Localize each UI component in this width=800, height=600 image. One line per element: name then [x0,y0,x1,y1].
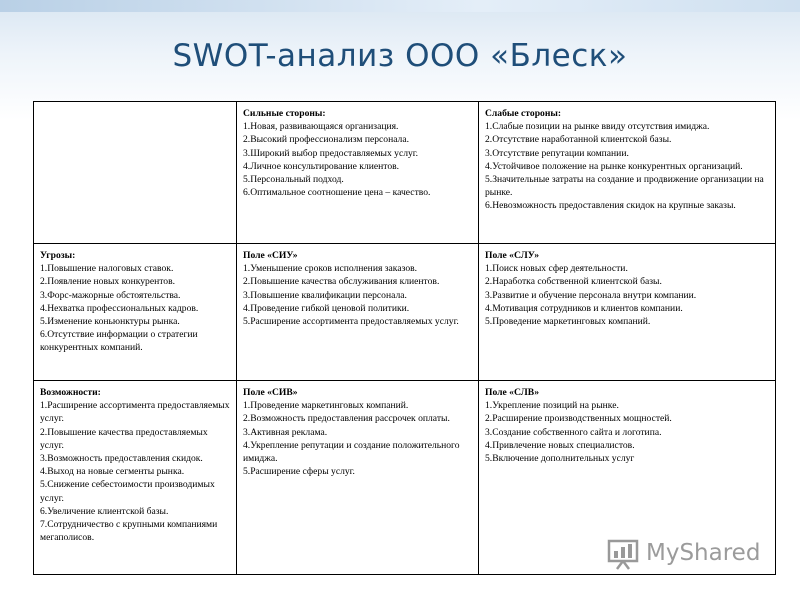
weaknesses-cell [479,102,776,244]
list-item: 3.Создание собственного сайта и логотипа. [485,426,662,438]
swot-row-threats [34,244,776,381]
field-slu-cell [479,244,776,381]
list-item: 5.Снижение себестоимости производимых услуг. [40,479,215,504]
top-decoration-band [0,0,800,12]
list-item: 3.Отсутствие репутации компании. [485,147,629,159]
list-item: 3.Форс-мажорные обстоятельства. [40,289,181,301]
field-siu-cell [237,244,479,381]
threats-cell [34,244,237,381]
watermark-text: MyShared [646,540,761,566]
list-item: 5.Персональный подход. [243,174,344,186]
empty-corner-cell [34,102,237,244]
opportunities-list [40,399,230,544]
weaknesses-title: Слабые стороны: [485,108,562,119]
field-slv-list [485,399,769,465]
list-item: 1.Расширение ассортимента предоставляемых услуг. [40,400,230,425]
list-item: 5.Проведение маркетинговых компаний. [485,316,651,328]
swot-matrix-table [33,101,776,575]
field-slu-title: Поле «СЛУ» [485,250,540,261]
field-siv-title: Поле «СИВ» [243,387,298,398]
swot-row-header [34,102,776,244]
list-item: 3.Возможность предоставления скидок. [40,453,203,465]
threats-list [40,262,230,354]
list-item: 3.Активная реклама. [243,426,328,438]
list-item: 2.Высокий профессионализм персонала. [243,134,409,146]
list-item: 1.Поиск новых сфер деятельности. [485,263,628,275]
list-item: 5.Расширение сферы услуг. [243,466,355,478]
field-siv-list [243,399,472,478]
list-item: 4.Личное консультирование клиентов. [243,160,400,172]
list-item: 7.Сотрудничество с крупными компаниями мегаполисов. [40,519,218,544]
list-item: 6.Невозможность предоставления скидок на крупные заказы. [485,200,736,212]
strengths-cell [237,102,479,244]
opportunities-cell [34,381,237,575]
field-siu-title: Поле «СИУ» [243,250,298,261]
list-item: 6.Увеличение клиентской базы. [40,505,169,517]
myshared-watermark [606,538,766,572]
strengths-title: Сильные стороны: [243,108,326,119]
list-item: 6.Оптимальное соотношение цена – качество. [243,187,431,199]
list-item: 4.Выход на новые сегменты рынка. [40,466,185,478]
list-item: 4.Укрепление репутации и создание положительного имиджа. [243,439,460,465]
list-item: 2.Расширение производственных мощностей. [485,413,672,425]
list-item: 4.Нехватка профессиональных кадров. [40,302,199,314]
list-item: 5.Изменение коньюнктуры рынка. [40,316,180,328]
list-item: 3.Повышение квалификации персонала. [243,289,407,301]
list-item: 2.Наработка собственной клиентской базы. [485,276,662,288]
list-item: 4.Мотивация сотрудников и клиентов компании. [485,302,683,314]
presentation-board-icon [606,538,640,570]
threats-title: Угрозы: [40,250,76,261]
list-item: 1.Укрепление позиций на рынке. [485,400,619,412]
field-slv-title: Поле «СЛВ» [485,387,540,398]
opportunities-title: Возможности: [40,387,101,398]
list-item: 1.Уменьшение сроков исполнения заказов. [243,263,418,275]
weaknesses-list [485,120,769,212]
list-item: 6.Отсутствие информации о стратегии конкурентных компаний. [40,329,198,354]
list-item: 2.Возможность предоставления рассрочек оплаты. [243,413,450,425]
list-item: 1.Повышение налоговых ставок. [40,263,174,275]
list-item: 2.Повышение качества обслуживания клиентов. [243,276,440,288]
list-item: 2.Отсутствие наработанной клиентской базы. [485,134,672,146]
field-siu-list [243,262,472,328]
list-item: 5.Расширение ассортимента предоставляемых услуг. [243,316,459,328]
list-item: 1.Слабые позиции на рынке ввиду отсутствия имиджа. [485,121,710,133]
list-item: 5.Включение дополнительных услуг [485,453,635,465]
list-item: 4.Привлечение новых специалистов. [485,439,635,451]
list-item: 2.Появление новых конкурентов. [40,276,176,288]
list-item: 4.Устойчивое положение на рынке конкурентных организаций. [485,160,743,172]
strengths-list [243,120,472,199]
list-item: 1.Новая, развивающаяся организация. [243,121,399,133]
field-slu-list [485,262,769,328]
slide-title: SWOT-анализ ООО «Блеск» [172,38,628,74]
field-siv-cell [237,381,479,575]
list-item: 1.Проведение маркетинговых компаний. [243,400,409,412]
list-item: 2.Повышение качества предоставляемых услуг. [40,426,208,451]
list-item: 5.Значительные затраты на создание и продвижение организации на рынке. [485,174,764,199]
list-item: 3.Развитие и обучение персонала внутри компании. [485,289,697,301]
list-item: 4.Проведение гибкой ценовой политики. [243,302,410,314]
list-item: 3.Широкий выбор предоставляемых услуг. [243,147,419,159]
